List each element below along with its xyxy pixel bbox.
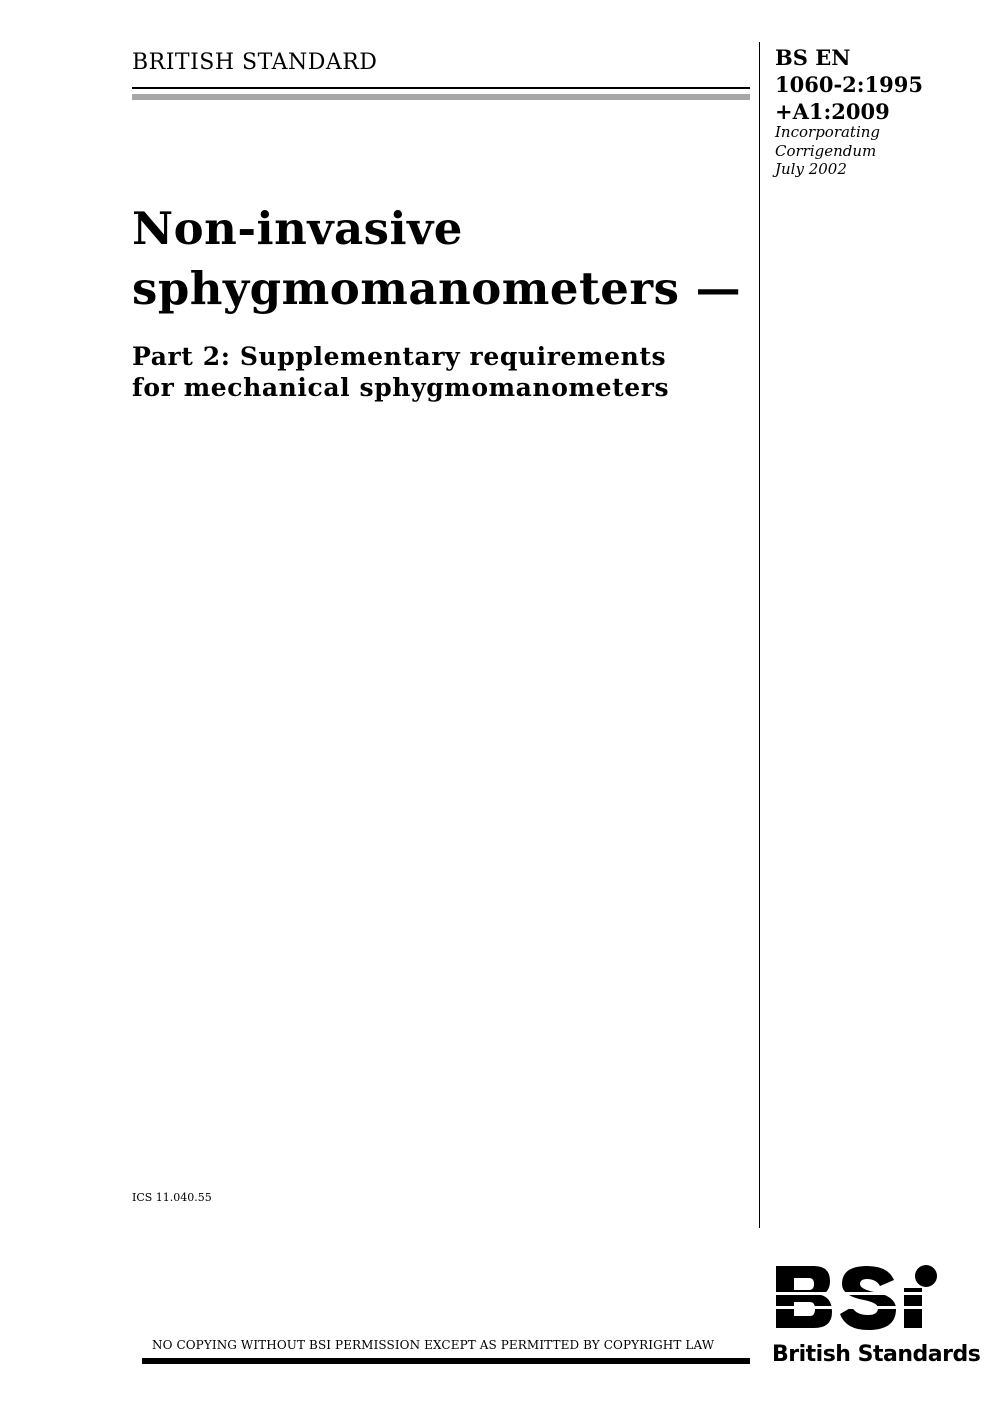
standard-number bbox=[775, 44, 923, 125]
subtitle-line: Part 2: Supplementary requirements bbox=[132, 342, 667, 371]
copyright-notice: NO COPYING WITHOUT BSI PERMISSION EXCEPT AS PERMITTED BY COPYRIGHT LAW bbox=[152, 1338, 715, 1352]
standard-number-line: +A1:2009 bbox=[775, 99, 890, 124]
document-title bbox=[132, 199, 741, 319]
note-line: July 2002 bbox=[775, 160, 847, 178]
header-gray-band bbox=[132, 94, 750, 100]
incorporation-note bbox=[775, 123, 880, 179]
bsi-logo-caption: British Standards bbox=[772, 1342, 981, 1367]
bsi-logo-mark bbox=[772, 1262, 952, 1342]
title-line: Non-invasive bbox=[132, 202, 463, 255]
footer-rule bbox=[142, 1358, 750, 1364]
part-subtitle bbox=[132, 341, 669, 403]
series-label: BRITISH STANDARD bbox=[132, 50, 378, 75]
title-line: sphygmomanometers — bbox=[132, 262, 742, 315]
note-line: Corrigendum bbox=[775, 141, 877, 160]
standard-number-line: BS EN bbox=[775, 45, 851, 70]
standard-number-line: 1060-2:1995 bbox=[775, 72, 923, 97]
bsi-logo bbox=[772, 1262, 981, 1372]
ics-code: ICS 11.040.55 bbox=[132, 1191, 212, 1204]
subtitle-line: for mechanical sphygmomanometers bbox=[132, 373, 670, 402]
header-rule bbox=[132, 87, 750, 89]
note-line: Incorporating bbox=[775, 123, 881, 141]
column-divider bbox=[759, 42, 760, 1228]
